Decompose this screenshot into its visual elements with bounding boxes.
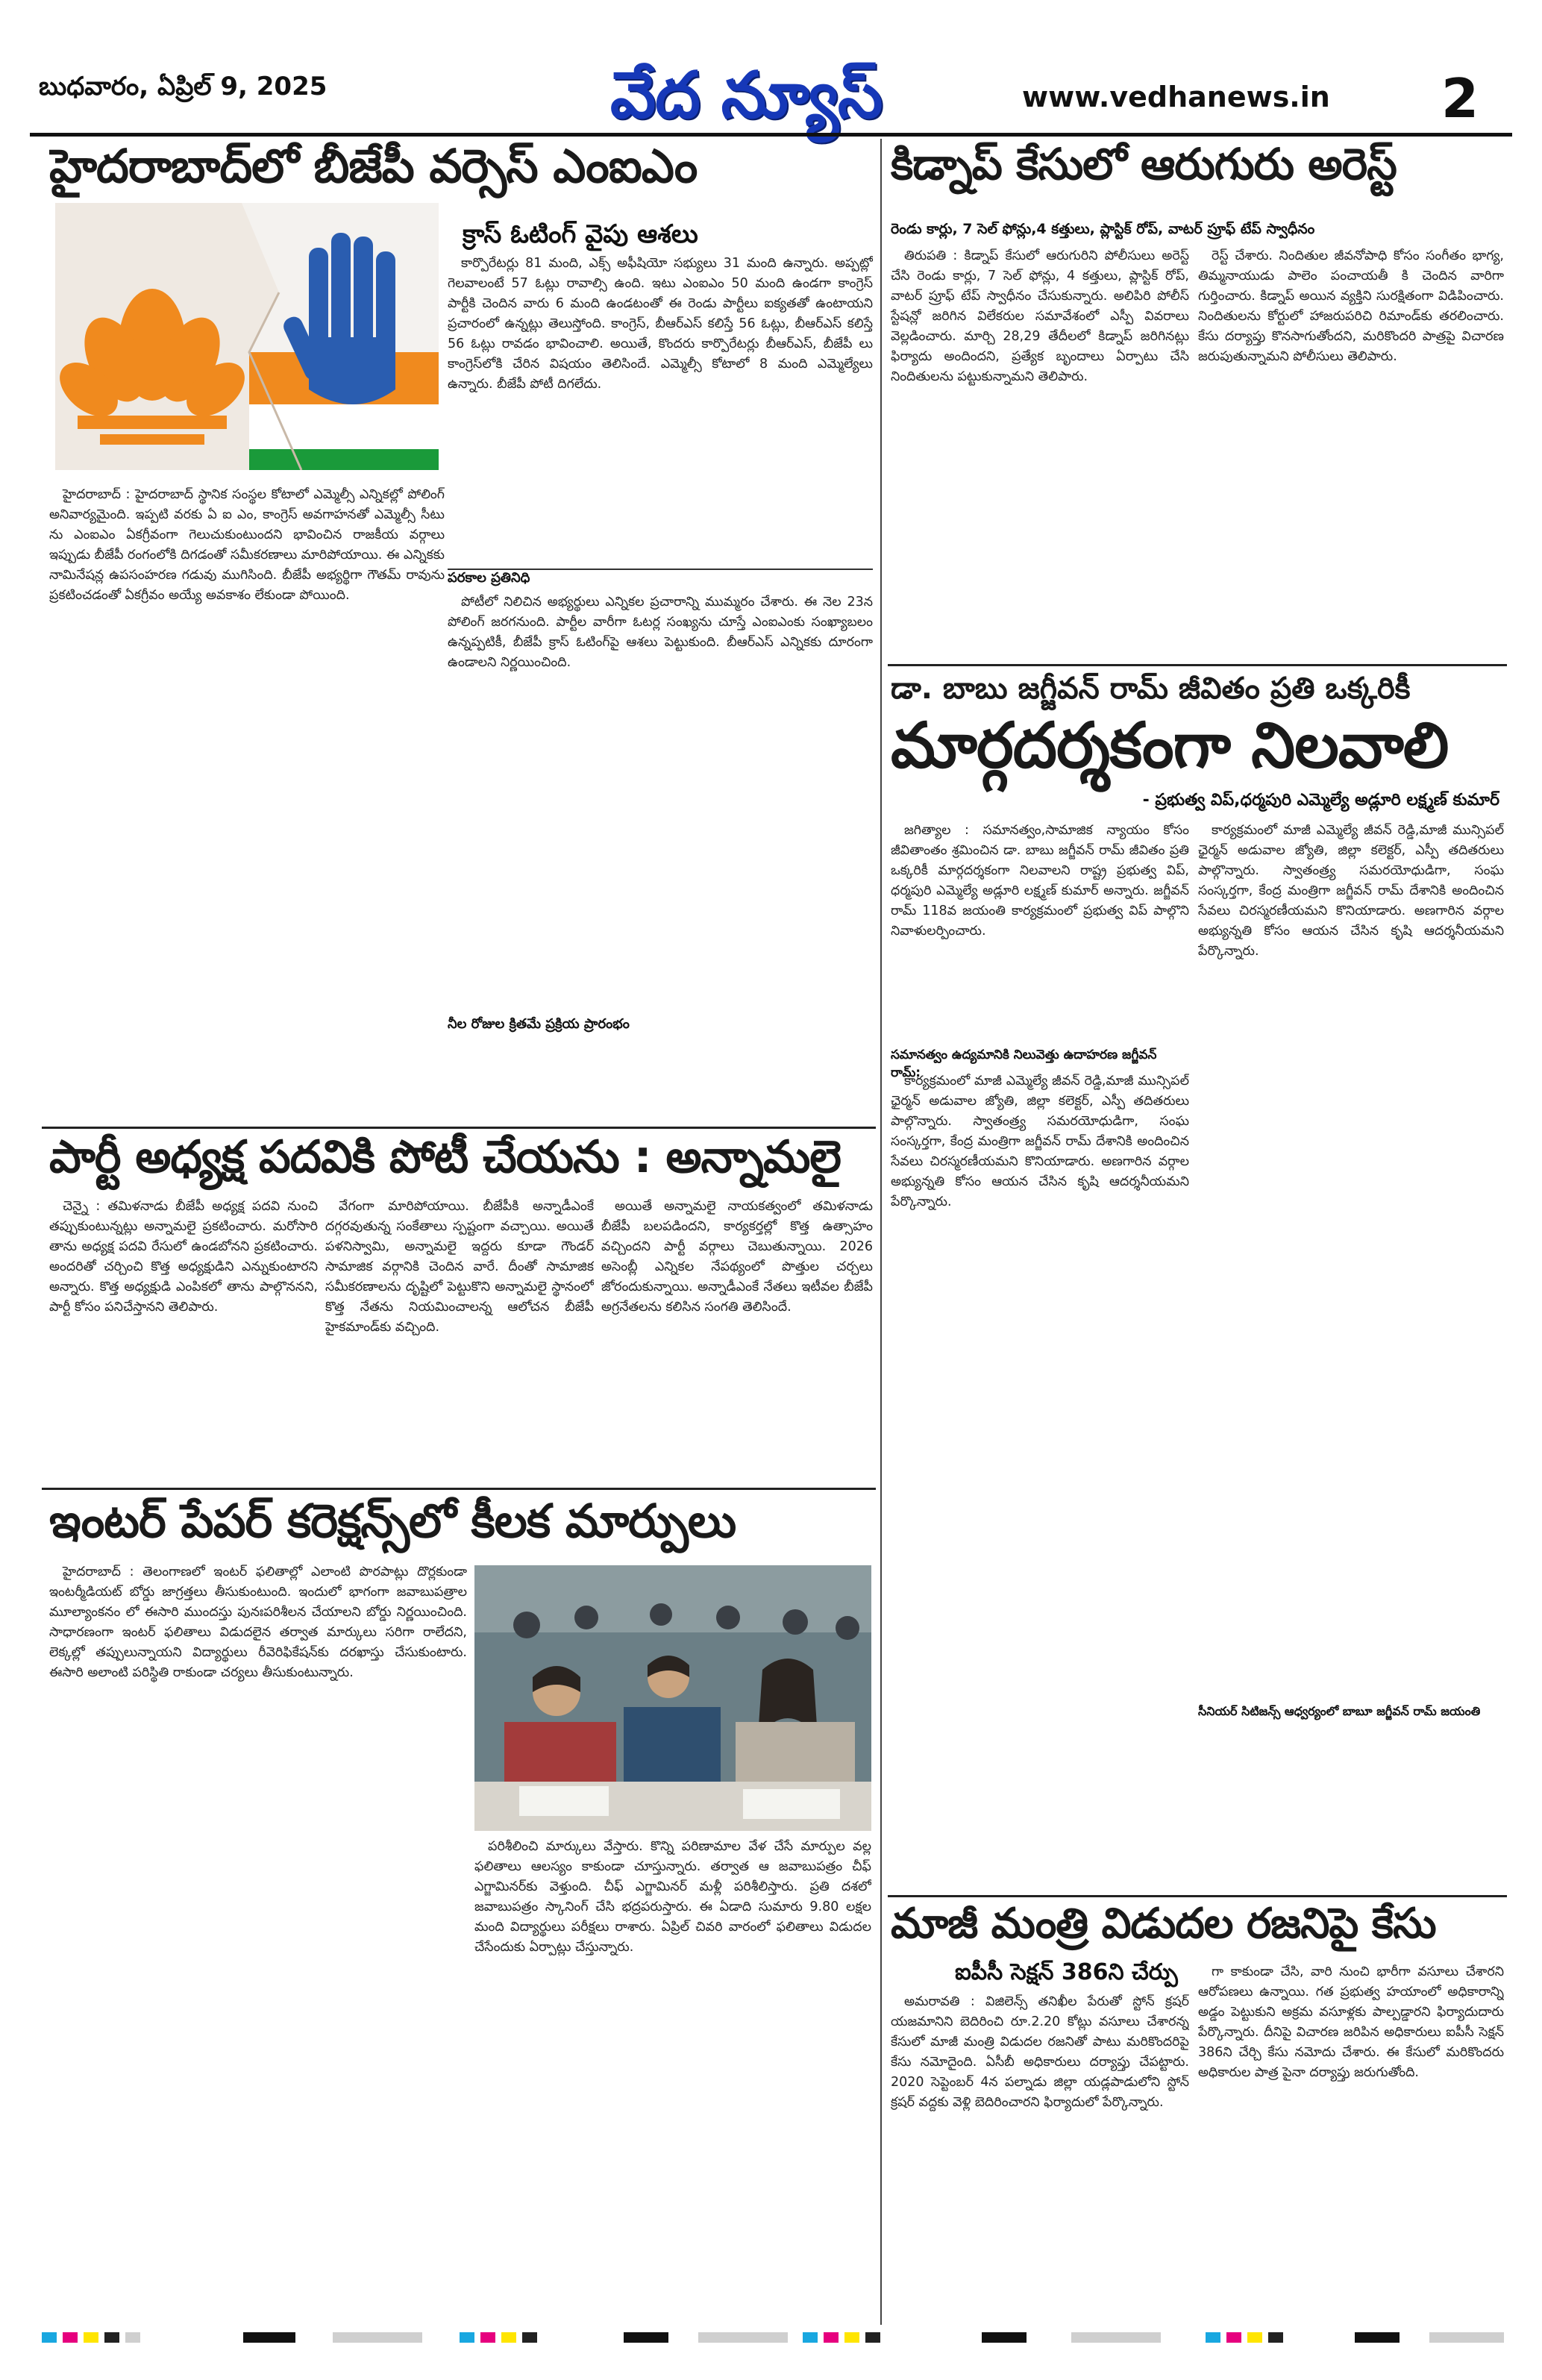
divider: [888, 664, 1507, 666]
story1-section-label: నీల రోజుల క్రితమే ప్రక్రియ ప్రారంభం: [448, 1016, 630, 1032]
story1-col1: కార్పొరేటర్లు 81 మంది, ఎక్స్ అఫీషియో సభ్యులు 31 మంది ఉన్నారు. అప్పట్లో గెలవాలంటే 57 ఓట్లు రావాల్సి ఉంది. ఇటు ఎంఐఎం 50 మంది ఉండగా కాంగ్రెస్ పార్టీకి చెందిన వారు 6 మంది ఉండటంతో ఈ రెండు పార్టీలు ఐక్యతతో ఉంటాయని ప్రచారంలో ఉన్నట్లు తెలుస్తోంది. కాంగ్రెస్, బీఆర్ఎస్ కలిస్తే 56 ఓట్లు, బీఆర్ఎస్ కలిస్తే 56 ఓట్లు రావడం భావించాలి. అయితే, కొందరు కార్పొరేటర్లు బీఆర్ఎస్, బీజేపీ లు కాంగ్రెస్‌లోకి చేరిన విషయం తెలిసిందే. ఎమ్మెల్సీ కోటాలో 8 మంది ఎమ్మెల్యేలు ఉన్నారు. బీజేపీ పోటీ దిగలేదు.: [448, 256, 873, 392]
page-number: 2: [1441, 67, 1479, 130]
website-url[interactable]: www.vedhanews.in: [1022, 81, 1330, 113]
story3-kicker: డా. బాబు జగ్జీవన్ రామ్ జీవితం ప్రతి ఒక్కరికీ: [891, 671, 1411, 706]
students-writing-exam-image: [474, 1565, 871, 1831]
story2-headline: కిడ్నాప్ కేసులో ఆరుగురు అరెస్ట్: [891, 139, 1397, 190]
story6-headline: మాజీ మంత్రి విడుదల రజనిపై కేసు: [891, 1900, 1436, 1948]
divider: [42, 1488, 876, 1490]
masthead-rule: [30, 133, 1512, 137]
story3-col1: జగిత్యాల : సమానత్వం,సామాజిక న్యాయం కోసం జీవితాంతం శ్రమించిన డా. బాబు జగ్జీవన్ రామ్ జీవితం ప్రతి ఒక్కరికీ మార్గదర్శకంగా నిలవాలని రాష్ట్ర ప్రభుత్వ విప్, ధర్మపురి ఎమ్మెల్యే అడ్లూరి లక్ష్మణ్ కుమార్ అన్నారు. జగ్జీవన్ రామ్ 118వ జయంతి కార్యక్రమంలో ప్రభుత్వ విప్ పాల్గొని నివాళులర్పించారు.: [891, 823, 1189, 939]
story3-byline: - ప్రభుత్వ విప్,ధర్మపురి ఎమ్మెల్యే అడ్లూరి లక్ష్మణ్ కుమార్: [1142, 791, 1499, 809]
story2-col1: తిరుపతి : కిడ్నాప్ కేసులో ఆరుగురిని పోలీసులు అరెస్ట్ చేసి రెండు కార్లు, 7 సెల్ ఫోన్లు, 4 కత్తులు, ప్లాస్టిక్ రోప్, వాటర్ ప్రూఫ్ టేప్ స్వాధీనం చేసుకున్నారు. అలిపిరి పోలీస్ స్టేషన్లో జరిగిన విలేకరుల సమావేశంలో ఎస్పీ వివరాలు వెల్లడించారు. మార్చి 28,29 తేదీలలో కిడ్నాప్ జరిగినట్లు ఫిర్యాదు అందిందని, ప్రత్యేక బృందాలు ఏర్పాటు చేసి నిందితులను పట్టుకున్నామని తెలిపారు.: [891, 248, 1189, 384]
story5-col2: పరిశీలించి మార్కులు వేస్తారు. కొన్ని పరిణామాల వేళ చేసే మార్పుల వల్ల ఫలితాలు ఆలస్యం కాకుండా చూస్తున్నారు. తర్వాత ఆ జవాబుపత్రం చీఫ్ ఎగ్జామినర్‌కు వెళ్తుంది. చీఫ్ ఎగ్జామినర్ మళ్లీ పరిశీలిస్తారు. ప్రతి దశలో జవాబుపత్రం స్కానింగ్ చేసి భద్రపరుస్తారు. ఈ ఏడాది సుమారు 9.80 లక్షల మంది విద్యార్థులు పరీక్షలు రాశారు. ఏప్రిల్ చివరి వారంలో ఫలితాలు విడుదల చేసేందుకు ఏర్పాట్లు చేస్తున్నారు.: [474, 1839, 871, 1955]
story3-col1b: కార్యక్రమంలో మాజీ ఎమ్మెల్యే జీవన్ రెడ్డి,మాజీ మున్సిపల్ ఛైర్మన్ అడువాల జ్యోతి, జిల్లా కలెక్టర్, ఎస్పీ తదితరులు పాల్గొన్నారు. స్వాతంత్ర్య సమరయోధుడిగా, సంఘ సంస్కర్తగా, కేంద్ర మంత్రిగా జగ్జీవన్ రామ్ దేశానికి అందించిన సేవలు చిరస్మరణీయమని కొనియాడారు. అణగారిన వర్గాల అభ్యున్నతి కోసం ఆయన చేసిన కృషి ఆదర్శనీయమని పేర్కొన్నారు.: [891, 1074, 1189, 1209]
story2-col2: రెస్ట్ చేశారు. నిందితుల జీవనోపాధి కోసం సంగీతం భాగ్య, తిమ్మనాయుడు పాలెం పంచాయతీ కి చెందిన వారిగా గుర్తించారు. కిడ్నాప్ అయిన వ్యక్తిని సురక్షితంగా విడిపించారు. నిందితులను కోర్టులో హాజరుపరిచి రిమాండ్‌కు తరలించారు. కేసు దర్యాప్తు కొనసాగుతోందని, మరికొందరి పాత్రపై విచారణ జరుపుతున్నామని పోలీసులు తెలిపారు.: [1198, 248, 1504, 364]
story1-col2: హైదరాబాద్ : హైదరాబాద్ స్థానిక సంస్థల కోటాలో ఎమ్మెల్సీ ఎన్నికల్లో పోలింగ్ అనివార్యమైంది. ఇప్పటి వరకు ఏ ఐ ఎం, కాంగ్రెస్ అవగాహనతో ఎమ్మెల్సీ సీటు ను ఎంఐఎం ఏకగ్రీవంగా గెలుచుకుంటుందని భావించిన రాజకీయ వర్గాలు ఇప్పుడు బీజేపీ రంగంలోకి దిగడంతో సమీకరణాలు మారిపోయాయి. ఈ ఎన్నికకు నామినేషన్ల ఉపసంహరణ గడువు ముగిసింది. బీజేపీ అభ్యర్థిగా గౌతమ్ రావును ప్రకటించడంతో ఏకగ్రీవం అయ్యే అవకాశం లేకుండా పోయింది.: [49, 487, 445, 603]
story5-col1: హైదరాబాద్ : తెలంగాణలో ఇంటర్ ఫలితాల్లో ఎలాంటి పొరపాట్లు దొర్లకుండా ఇంటర్మీడియట్ బోర్డు జాగ్రత్తలు తీసుకుంటుంది. ఇందులో భాగంగా జవాబుపత్రాల మూల్యాంకనం లో ఈసారి ముందస్తు పునఃపరిశీలన చేయాలని బోర్డు నిర్ణయించింది. సాధారణంగా ఇంటర్ ఫలితాలు విడుదలైన తర్వాత మార్కులు సరిగా రాలేదని, లెక్కల్లో తప్పులున్నాయని విద్యార్థులు రీవెరిఫికేషన్‌కు దరఖాస్తు చేసుకుంటారు. ఈసారి అలాంటి పరిస్థితి రాకుండా చర్యలు తీసుకుంటున్నారు.: [49, 1565, 467, 1680]
story4-headline: పార్టీ అధ్యక్ష పదవికి పోటీ చేయను : అన్నామలై: [49, 1131, 841, 1183]
story3-col2: కార్యక్రమంలో మాజీ ఎమ్మెల్యే జీవన్ రెడ్డి,మాజీ మున్సిపల్ ఛైర్మన్ అడువాల జ్యోతి, జిల్లా కలెక్టర్, ఎస్పీ తదితరులు పాల్గొన్నారు. స్వాతంత్ర్య సమరయోధుడిగా, సంఘ సంస్కర్తగా, కేంద్ర మంత్రిగా జగ్జీవన్ రామ్ దేశానికి అందించిన సేవలు చిరస్మరణీయమని కొనియాడారు. అణగారిన వర్గాల అభ్యున్నతి కోసం ఆయన చేసిన కృషి ఆదర్శనీయమని పేర్కొన్నారు.: [1198, 823, 1504, 959]
story3-subsection: సమానత్వం ఉద్యమానికి నిలువెత్తు ఉదాహరణ జగ్జీవన్ రామ్:: [891, 1047, 1157, 1080]
divider: [42, 1127, 876, 1129]
story4-col3: అయితే అన్నామలై నాయకత్వంలో తమిళనాడు బీజేపీ బలపడిందని, కార్యకర్తల్లో కొత్త ఉత్సాహం వచ్చిందని పార్టీ వర్గాలు చెబుతున్నాయి. 2026 అసెంబ్లీ ఎన్నికల నేపథ్యంలో పొత్తుల చర్చలు జోరందుకున్నాయి. అన్నాడీఎంకే నేతలు ఇటీవల బీజేపీ అగ్రనేతలను కలిసిన సంగతి తెలిసిందే.: [601, 1199, 873, 1315]
column-divider: [880, 139, 882, 2325]
story5-headline: ఇంటర్ పేపర్ కరెక్షన్స్‌లో కీలక మార్పులు: [49, 1494, 736, 1548]
story1-small-header: పరకాల ప్రతినిధి: [448, 569, 873, 591]
story6-col2: గా కాకుండా చేసి, వారి నుంచి భారీగా వసూలు చేశారని ఆరోపణలు ఉన్నాయి. గత ప్రభుత్వ హయాంలో అధికారాన్ని అడ్డం పెట్టుకుని అక్రమ వసూళ్లకు పాల్పడ్డారని ఫిర్యాదుదారు పేర్కొన్నారు. దీనిపై విచారణ జరిపిన అధికారులు ఐపీసీ సెక్షన్ 386ని చేర్చి కేసు నమోదు చేశారు. ఈ కేసులో మరికొందరు అధికారుల పాత్ర పైనా దర్యాప్తు జరుగుతోంది.: [1198, 1964, 1504, 2080]
story4-col1: చెన్నై : తమిళనాడు బీజేపీ అధ్యక్ష పదవి నుంచి తప్పుకుంటున్నట్లు అన్నామలై ప్రకటించారు. మరోసారి తాను అధ్యక్ష పదవి రేసులో ఉండబోనని ప్రకటించారు. అందరితో చర్చించి కొత్త అధ్యక్షుడిని ఎన్నుకుంటారని అన్నారు. కొత్త అధ్యక్షుడి ఎంపికలో తాను పాల్గొననని, పార్టీ కోసం పనిచేస్తానని తెలిపారు.: [49, 1199, 318, 1315]
story2-subhead: రెండు కార్లు, 7 సెల్ ఫోన్లు,4 కత్తులు, ప్లాస్టిక్ రోప్, వాటర్ ప్రూఫ్ టేప్ స్వాధీనం: [891, 221, 1315, 237]
issue-date: బుధవారం, ఏప్రిల్ 9, 2025: [39, 72, 327, 101]
story1-subhead: క్రాస్ ఓటింగ్ వైపు ఆశలు: [463, 219, 698, 249]
party-symbols-image: [55, 203, 439, 470]
story3-headline: మార్గదర్శకంగా నిలవాలి: [891, 709, 1449, 782]
newspaper-logo: వేద న్యూస్: [610, 58, 883, 133]
story3-subsection2: సీనియర్ సిటిజన్స్ ఆధ్వర్యంలో బాబూ జగ్జీవన్ రామ్ జయంతి: [1198, 1704, 1481, 1718]
story4-col2: వేగంగా మారిపోయాయి. బీజేపీకి అన్నాడీఎంకే దగ్గరవుతున్న సంకేతాలు స్పష్టంగా వచ్చాయి. అయితే పళనిస్వామి, అన్నామలై ఇద్దరు కూడా గౌండర్ సామాజిక వర్గానికి చెందిన వారే. దీంతో సామాజిక సమీకరణాలను దృష్టిలో పెట్టుకొని అన్నామలై స్థానంలో కొత్త నేతను నియమించాలన్న ఆలోచన బీజేపీ హైకమాండ్‌కు వచ్చింది.: [325, 1199, 594, 1335]
story1-col3: పోటీలో నిలిచిన అభ్యర్థులు ఎన్నికల ప్రచారాన్ని ముమ్మరం చేశారు. ఈ నెల 23న పోలింగ్ జరగనుంది. పార్టీల వారీగా ఓటర్ల సంఖ్యను చూస్తే ఎంఐఎంకు సంఖ్యాబలం ఉన్నప్పటికీ, బీజేపీ క్రాస్ ఓటింగ్‌పై ఆశలు పెట్టుకుంది. బీఆర్ఎస్ ఎన్నికకు దూరంగా ఉండాలని నిర్ణయించింది.: [448, 595, 873, 670]
registration-color-bar: [42, 2332, 1504, 2343]
story6-col1: అమరావతి : విజిలెన్స్ తనిఖీల పేరుతో స్టోన్ క్రషర్ యజమానిని బెదిరించి రూ.2.20 కోట్లు వసూలు చేశారన్న కేసులో మాజీ మంత్రి విడుదల రజనితో పాటు మరికొందరిపై కేసు నమోదైంది. ఏసీబీ అధికారులు దర్యాప్తు చేపట్టారు. 2020 సెప్టెంబర్ 4న పల్నాడు జిల్లా యడ్లపాడులోని స్టోన్ క్రషర్ వద్దకు వెళ్లి బెదిరించారని ఫిర్యాదులో పేర్కొన్నారు.: [891, 1994, 1189, 2110]
story1-headline: హైదరాబాద్‌లో బీజేపీ వర్సెస్ ఎంఐఎం: [49, 139, 698, 193]
story6-subhead: ఐపీసీ సెక్షన్ 386ని చేర్పు: [955, 1959, 1178, 1985]
divider: [888, 1895, 1507, 1897]
